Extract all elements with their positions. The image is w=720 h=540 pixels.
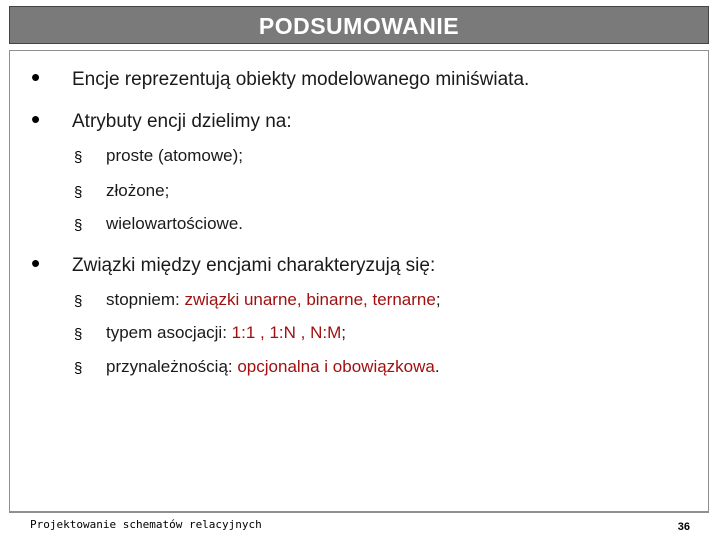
title-bar xyxy=(9,6,709,44)
slide-title: PODSUMOWANIE xyxy=(258,13,460,39)
section-mark-icon: § xyxy=(74,293,83,310)
bullet-text-relationships: Związki między encjami charakteryzują się: xyxy=(72,255,436,276)
section-mark-icon: § xyxy=(74,326,83,343)
footer-course-title: Projektowanie schematów relacyjnych xyxy=(30,518,262,531)
sub-item-relationship xyxy=(106,323,346,343)
sub-item-value: związki unarne, binarne, ternarne xyxy=(184,290,436,309)
bullet-text-attributes: Atrybuty encji dzielimy na: xyxy=(72,111,292,132)
footer-divider xyxy=(9,512,709,513)
sub-item-value: opcjonalna i obowiązkowa xyxy=(237,357,435,376)
section-mark-icon: § xyxy=(74,360,83,377)
section-mark-icon: § xyxy=(74,149,83,166)
sub-item-suffix: ; xyxy=(435,290,441,309)
sub-item-relationship xyxy=(106,290,441,310)
section-mark-icon: § xyxy=(74,184,83,201)
section-mark-icon: § xyxy=(74,217,83,234)
sub-item-attribute: wielowartościowe. xyxy=(106,214,243,233)
sub-item-relationship xyxy=(106,357,440,377)
sub-item-attribute: złożone; xyxy=(106,181,170,200)
sub-item-label: przynależnością: xyxy=(106,357,238,376)
bullet-text-entities: Encje reprezentują obiekty modelowanego miniświata. xyxy=(72,69,530,90)
sub-item-suffix: . xyxy=(434,357,440,376)
bullet-icon: • xyxy=(31,104,41,134)
bullet-icon: • xyxy=(31,248,41,278)
sub-item-label: stopniem: xyxy=(106,290,185,309)
sub-item-label: typem asocjacji: xyxy=(106,323,232,342)
sub-item-value: 1:1 , 1:N , N:M xyxy=(231,323,342,342)
bullet-icon: • xyxy=(31,62,41,92)
sub-item-suffix: ; xyxy=(341,323,346,342)
page-number: 36 xyxy=(677,521,690,533)
sub-item-attribute: proste (atomowe); xyxy=(106,146,243,165)
